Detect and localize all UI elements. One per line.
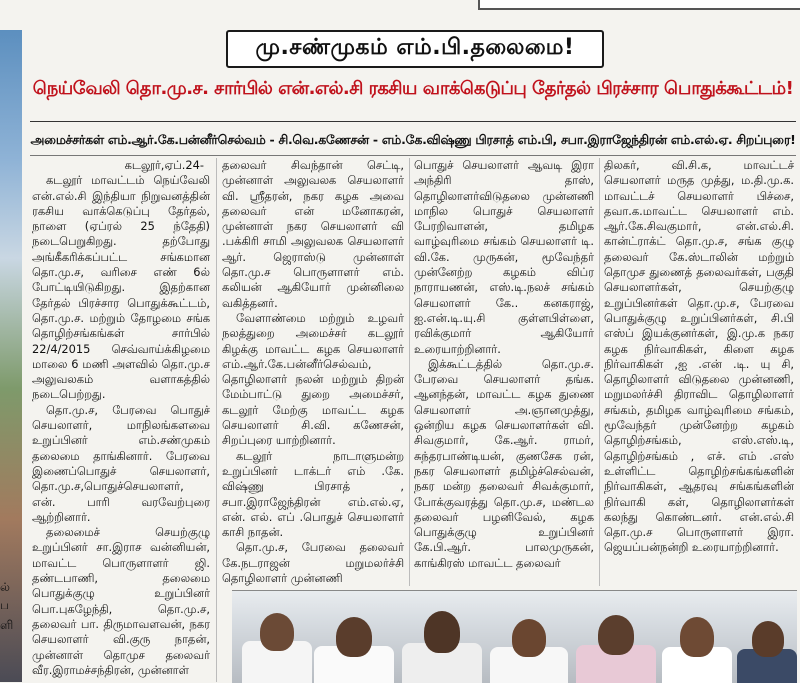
photo-figure <box>752 621 784 657</box>
column-1 <box>32 158 210 682</box>
paragraph: கடலூர் மாவட்டம் நெய்வேலி என்.எல்.சி இந்தியா நிறுவனத்தின் ரகசிய வாக்கெடுப்பு தேர்தல், நாளை (ஏப்ரல் 25 ந்தேதி) நடைபெறுகிறது. தற்போது அங்கீகரிக்கப்பட்ட சங்கமான தொ.மு.ச, வரிசை எண் 6ல் போட்டியிடுகிறது. இதற்கான தேர்தல் பிரச்சார பொதுக்கூட்டம், தொ.மு.ச. மற்றும் தோழமை சங்க தொழிற்சங்கங்கள் சார்பில் 22/4/2015 செவ்வாய்க்கிழமை மாலை 6 மணி அளவில் தொ.மு.ச அலுவலகம் வளாகத்தில் நடைபெற்றது. <box>32 173 210 402</box>
event-photo <box>232 590 797 683</box>
divider <box>30 121 796 122</box>
paragraph: தொ.மு.ச, பேரவை பொதுச் செயலாளர், மாநிலங்களவை உறுப்பினர் எம்.சண்முகம் தலைமை தாங்கினார். பேரவை இணைப்பொதுச் செயலாளர், தொ.மு.ச,பொதுச்செயலாளர், என். பாரி வரவேற்புரை ஆற்றினார். <box>32 402 210 524</box>
paragraph: இக்கூட்டத்தில் தொ.மு.ச. பேரவை செயலாளர் தங்க. ஆனந்தன், மாவட்ட கழக துணை செயலாளர் அ.ஞானமுத்து, ஒன்றிய கழக செயலாளர்கள் வி. சிவகுமார், கே.ஆர். ராமர், சுந்தரபாண்டியன், குணசேக ரன், நகர செயலாளர் தமிழ்ச்செல்வன், நகர மன்ற தலைவர் சிவக்குமார், போக்குவரத்து தொ.மு.ச, மண்டல தலைவர் பழனிவேல், கழக பொதுக்குழு உறுப்பினர் கே.பி.ஆர். பாலமுருகன், காங்கிரஸ் மாவட்ட தலைவர் <box>414 356 594 570</box>
column-divider <box>409 158 410 586</box>
divider <box>30 155 796 156</box>
column-divider <box>599 158 600 586</box>
column-2 <box>222 158 404 586</box>
photo-figure <box>598 615 634 655</box>
left-snippet: ல் <box>0 580 10 594</box>
column-divider <box>216 158 217 682</box>
paragraph: தொ.மு.ச, பேரவை தலைவர் கே.நடராஜன் மறுமலர்ச்சி தொழிலாளர் முன்னணி <box>222 540 404 586</box>
headline-box <box>226 30 604 68</box>
paragraph: வேளாண்மை மற்றும் உழவர் நலத்துறை அமைச்சர் கடலூர் கிழக்கு மாவட்ட கழக செயலாளர் எம்.ஆர்.கே.பன்னீர்செல்வம், தொழிலாளர் நலன் மற்றும் திறன் மேம்பாட்டு துறை அமைச்சர், கடலூர் மேற்கு மாவட்ட கழக செயலாளர் சி.வி. கணேசன், சிறப்புரை யாற்றினார். <box>222 310 404 448</box>
photo-figure <box>336 617 372 657</box>
article-title-wrap <box>30 66 796 112</box>
left-snippet: ப <box>0 598 9 612</box>
article-subtitle: அமைச்சர்கள் எம்.ஆர்.கே.பன்னீர்செல்வம் - சி.வெ.கணேசன் - எம்.கே.விஷ்ணு பிரசாத் எம்.பி, சபா.இராஜேந்திரன் எம்.எல்.ஏ. சிறப்புரை! <box>30 131 796 147</box>
headline: மு.சண்முகம் எம்.பி.தலைமை! <box>255 35 575 60</box>
paragraph: பொதுச் செயலாளர் ஆவடி இரா அந்திரி தாஸ், தொழிலாளர்விடுதலை முன்னணி மாநில பொதுச் செயலாளர் பேரறிவாளன், தமிழக வாழ்வுரிமை சங்கம் செயலாளர் டி. வி.கே. முருகன், மூவேந்தர் முன்னேற்ற கழகம் விப்ர நாராயணன், எஸ்.டி.நலச் சங்கம் செயலாளர் கே.. கனகராஜ், ஐ.என்.டி.யு.சி குள்ளபிள்ளை, ரவிக்குமார் ஆகியோர் உரையாற்றினார். <box>414 158 594 356</box>
article-title: நெய்வேலி தொ.மு.ச. சார்பில் என்.எல்.சி ரகசிய வாக்கெடுப்பு தேர்தல் பிரச்சார பொதுக்கூட்டம்! <box>32 77 794 99</box>
photo-figure <box>260 613 294 651</box>
photo-figure <box>512 619 546 657</box>
left-snippet: ளி <box>0 618 14 632</box>
photo-figure <box>424 611 460 653</box>
paragraph: திலகர், வி.சி.க, மாவட்டச் செயலாளர் மருத முத்து, ம.தி.மு.க. மாவட்டச் செயலாளர் பிச்சை, தவா.க.மாவட்ட செயலாளர் எம். ஆர்.கே.சிவகுமார், என்.எல்.சி. கான்ட்ராக்ட் தொ.மு.ச, சங்க குழு தலைவர் கே.ஸ்டாலின் மற்றும் தொமுச துணைத் தலைவர்கள், பகுதி செயலாளர்கள், செயற்குழு உறுப்பினர்கள் தொ.மு.ச, பேரவை பொதுக்குழு உறுப்பினர்கள், சி.பி எஸ்ப் இயக்குனர்கள், இ.மு.க நகர கழக நிர்வாகிகள், கிளை கழக நிர்வாகிகள் ,ஐ .என் .டி. யு சி, தொழிலாளர் விடுதலை முன்னணி, மறுமலர்ச்சி திராவிட தொழிலாளர் சங்கம், தமிழக வாழ்வுரிமை சங்கம், மூவேந்தர் முன்னேற்ற கழகம் தொழிற்சங்கம், எஸ்.எஸ்.டி, தொழிற்சங்கம் , எச். எம் .எஸ் உள்ளிட்ட தொழிற்சங்கங்களின் நிர்வாகிகள், ஆதரவு சங்கங்களின் நிர்வாகி கள், தொழிலாளர்கள் கலந்து கொண்டனர். என்.எல்.சி தொ.மு.ச பொருளாளர் இரா. ஜெயப்பன்நன்றி உரையாற்றினார். <box>604 158 794 555</box>
article-subtitle-wrap <box>30 128 796 152</box>
top-box <box>478 0 800 10</box>
paragraph: தலைமைச் செயற்குழு உறுப்பினர் சா.இராச வன்னியன், மாவட்ட பொருளாளர் ஜி. தண்டபாணி, தலைமை பொதுக்குழு உறுப்பினர் பொ.புகழேந்தி, தொ.மு.ச, தலைவர் பா. திருமாவளவன், நகர செயலாளர் வி.குரு நாதன், முன்னாள் தொமுச தலைவர் வீர.இராமச்சந்திரன், முன்னாள் <box>32 525 210 677</box>
column-4 <box>604 158 794 586</box>
paragraph: தலைவர் சிவந்தான் செட்டி, முன்னாள் அலுவலக செயலாளர் வி. ஸ்ரீதரன், நகர கழக அவை தலைவர் என் மனோகரன், முன்னாள் நகர செயலாளர் வி .பக்கிரி சாமி அலுவலக செயலாளர் ஆர். ஜெராஸ்டு முன்னாள் தொ.மு.ச பொருளாளர் எம். கலியன் ஆகியோர் முன்னிலை வகித்தனர். <box>222 158 404 310</box>
paragraph: கடலூர் நாடாளுமன்ற உறுப்பினர் டாக்டர் எம் .கே. விஷ்ணு பிரசாத் , சபா.இராஜேந்திரன் எம்.எல்.ஏ, என். எல். எப் .பொதுச் செயலாளர் காசி நாதன். <box>222 448 404 540</box>
photo-figure <box>680 617 714 657</box>
dateline: கடலூர்,ஏப்.24- <box>124 158 204 172</box>
column-3 <box>414 158 594 586</box>
